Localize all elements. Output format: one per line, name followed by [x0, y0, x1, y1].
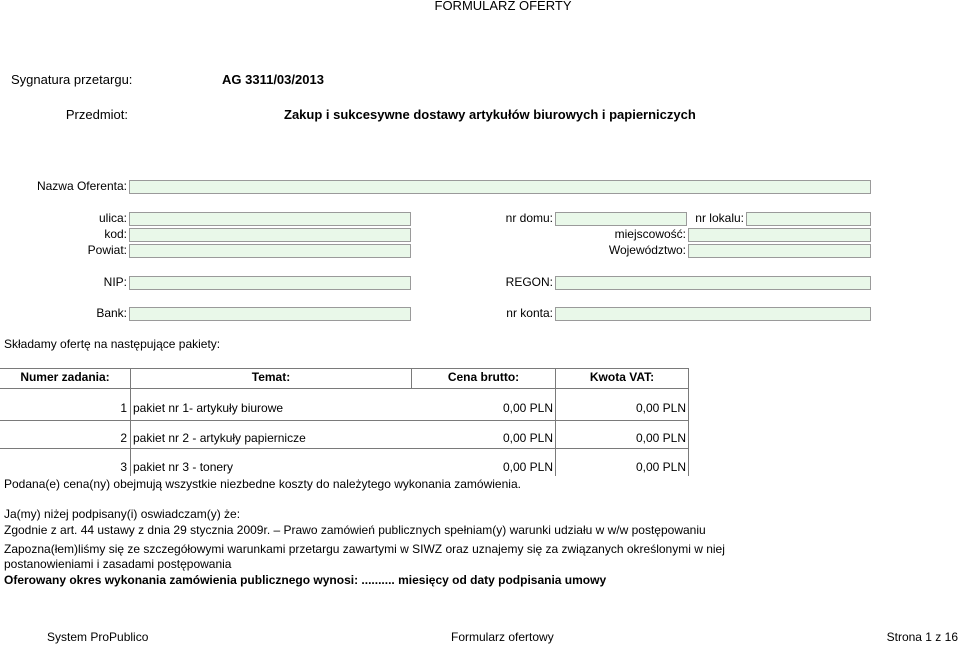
row2-cena: 0,00 PLN — [502, 431, 553, 445]
footer-system: System ProPublico — [47, 630, 149, 644]
row3-temat: pakiet nr 3 - tonery — [133, 460, 234, 474]
row2-num: 2 — [120, 431, 127, 445]
powiat-field[interactable] — [129, 244, 411, 258]
przedmiot-value: Zakup i sukcesywne dostawy artykułów biurowych i papierniczych — [284, 107, 696, 122]
table-line-row2 — [0, 448, 689, 449]
th-vat: Kwota VAT: — [589, 370, 655, 384]
kod-label: kod: — [104, 227, 127, 241]
row2-temat: pakiet nr 2 - artykuły papiernicze — [133, 431, 306, 445]
nazwa-oferenta-field[interactable] — [129, 180, 871, 194]
zapozna-line2: postanowieniami i zasadami postępowania — [4, 557, 232, 571]
nip-field[interactable] — [129, 276, 411, 290]
przedmiot-label: Przedmiot: — [65, 107, 128, 122]
row1-temat: pakiet nr 1- artykuły biurowe — [133, 401, 284, 415]
row3-vat: 0,00 PLN — [635, 460, 686, 474]
ulica-label: ulica: — [98, 211, 127, 225]
kod-field[interactable] — [129, 228, 411, 242]
footer-form-name: Formularz ofertowy — [451, 630, 554, 644]
row2-vat: 0,00 PLN — [635, 431, 686, 445]
th-numer: Numer zadania: — [20, 370, 110, 384]
row1-cena: 0,00 PLN — [502, 401, 553, 415]
wojewodztwo-label: Województwo: — [608, 243, 686, 257]
podana-text: Podana(e) cena(ny) obejmują wszystkie niezbedne koszty do należytego wykonania zamówienia. — [4, 477, 521, 491]
th-temat: Temat: — [251, 370, 291, 384]
pakiety-intro: Składamy ofertę na następujące pakiety: — [4, 337, 221, 351]
row3-num: 3 — [120, 460, 127, 474]
nip-label: NIP: — [103, 275, 127, 289]
nazwa-label: Nazwa Oferenta: — [36, 179, 127, 193]
regon-field[interactable] — [555, 276, 871, 290]
bank-label: Bank: — [96, 306, 127, 320]
table-col-line-4 — [688, 368, 689, 476]
nr-domu-label: nr domu: — [505, 211, 553, 225]
nr-lokalu-label: nr lokalu: — [695, 211, 744, 225]
th-cena: Cena brutto: — [447, 370, 520, 384]
zgodnie-text: Zgodnie z art. 44 ustawy z dnia 29 stycznia 2009r. – Prawo zamówień publicznych spełniam(y) warunki udziału w w/w postępowaniu — [4, 523, 706, 537]
miejscowosc-label: miejscowość: — [614, 227, 686, 241]
table-line-top — [0, 368, 689, 369]
table-line-header — [0, 388, 689, 389]
sygnatura-label: Sygnatura przetargu: — [11, 72, 133, 87]
powiat-label: Powiat: — [87, 243, 127, 257]
nr-konta-label: nr konta: — [506, 306, 553, 320]
zapozna-line1: Zapozna(łem)liśmy się ze szczegółowymi warunkami przetargu zawartymi w SIWZ oraz uznajemy się za związanych określonymi w niej — [4, 542, 725, 556]
footer-page-number: Strona 1 z 16 — [886, 630, 958, 644]
table-line-row1 — [0, 420, 689, 421]
ja-my-text: Ja(my) niżej podpisany(i) oswiadczam(y) że: — [4, 507, 241, 521]
bank-field[interactable] — [129, 307, 411, 321]
ulica-field[interactable] — [129, 212, 411, 226]
regon-label: REGON: — [505, 275, 553, 289]
miejscowosc-field[interactable] — [688, 228, 871, 242]
wojewodztwo-field[interactable] — [688, 244, 871, 258]
sygnatura-value: AG 3311/03/2013 — [222, 72, 324, 87]
page-title: FORMULARZ OFERTY — [434, 0, 572, 13]
nr-konta-field[interactable] — [555, 307, 871, 321]
okres-text: Oferowany okres wykonania zamówienia publicznego wynosi: .......... miesięcy od daty podpisania umowy — [4, 573, 607, 587]
row1-num: 1 — [120, 401, 127, 415]
nr-lokalu-field[interactable] — [746, 212, 871, 226]
row3-cena: 0,00 PLN — [502, 460, 553, 474]
table-col-line-1 — [130, 368, 131, 476]
row1-vat: 0,00 PLN — [635, 401, 686, 415]
